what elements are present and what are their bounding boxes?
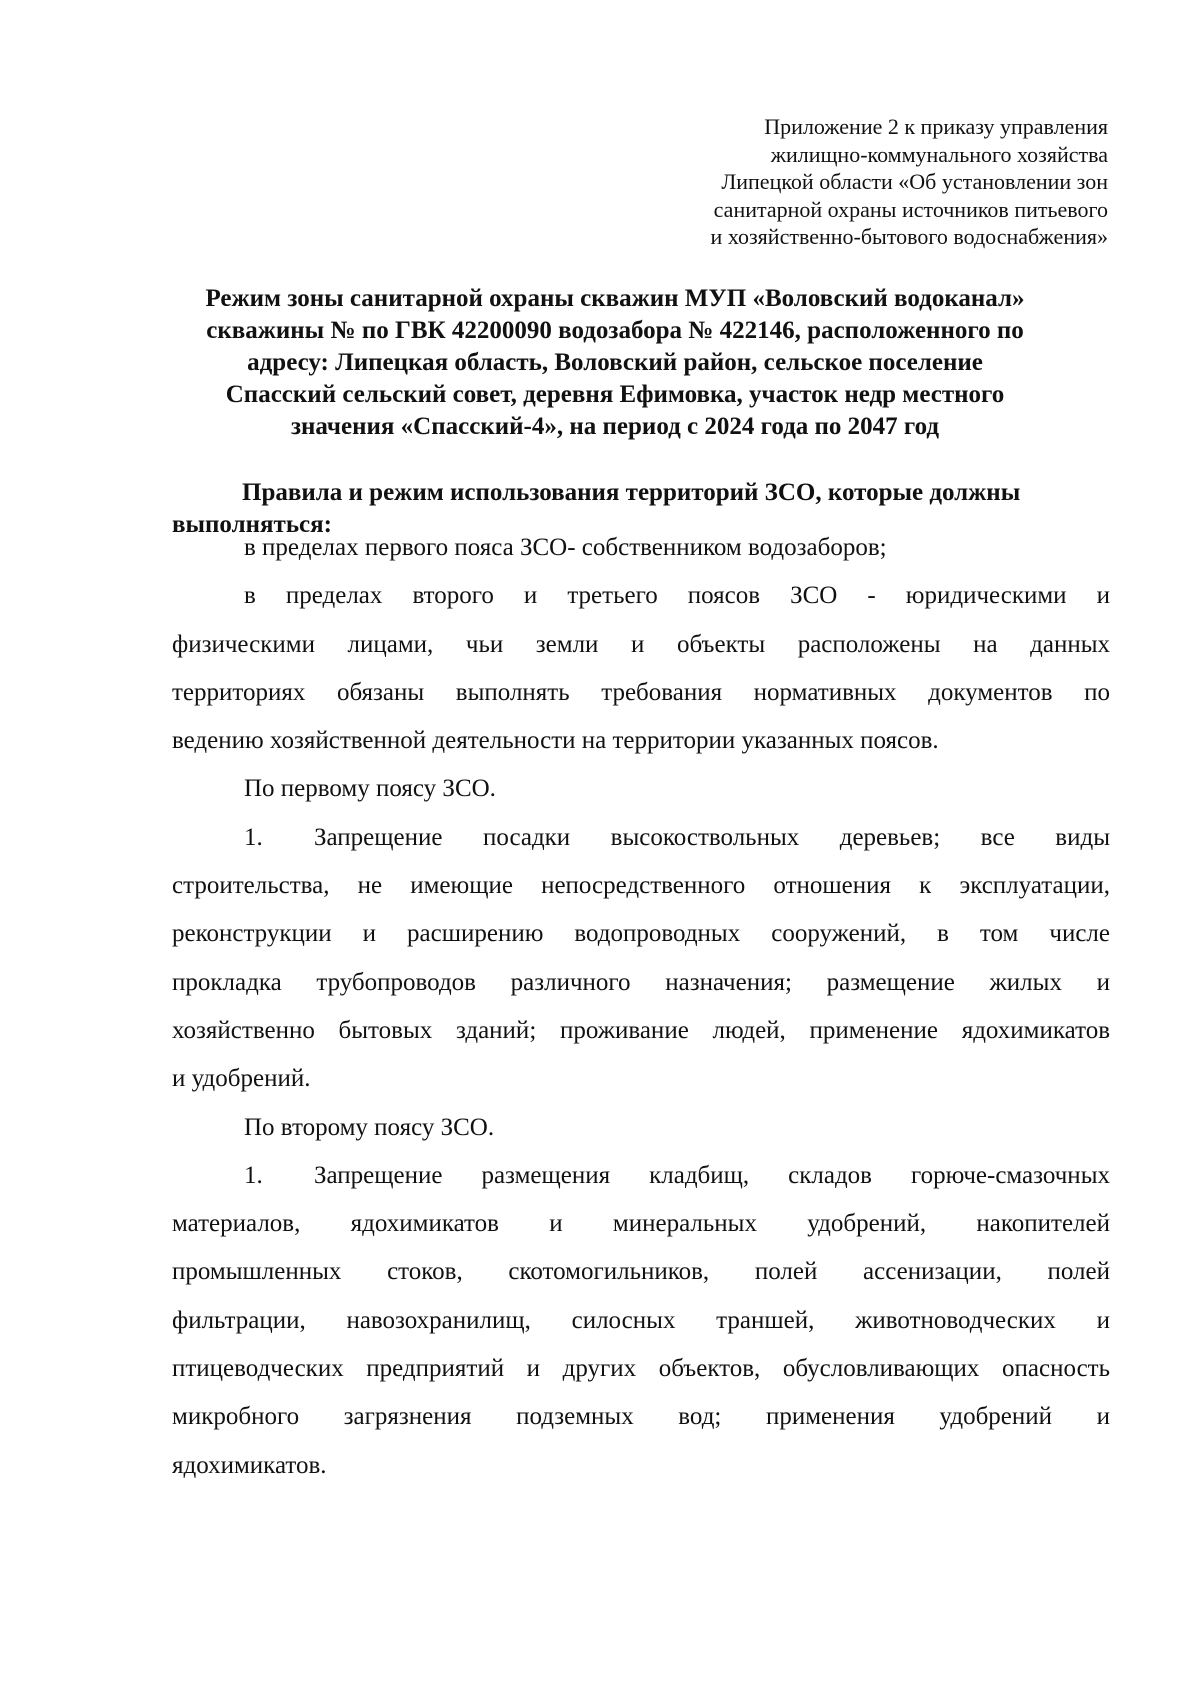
zone1-item-line: прокладка трубопроводов различного назначения; размещение жилых и bbox=[172, 968, 1110, 996]
zone1-item-line bbox=[172, 814, 1110, 862]
zone2-item-line bbox=[172, 1152, 1110, 1200]
appendix-line: Липецкой области «Об установлении зон bbox=[721, 169, 1108, 194]
zone2-item-line: фильтрации, навозохранилищ, силосных траншей, животноводческих и bbox=[172, 1306, 1110, 1334]
appendix-note bbox=[548, 113, 1108, 251]
paragraph-line: в пределах второго и третьего поясов ЗСО - юридическими и bbox=[244, 582, 1110, 610]
document-body bbox=[172, 524, 1110, 1490]
list-item-text: Запрещение посадки высокоствольных деревьев; все виды bbox=[314, 823, 1110, 851]
paragraph-line: территориях обязаны выполнять требования нормативных документов по bbox=[172, 678, 1110, 706]
zone1-item-line: хозяйственно бытовых зданий; проживание людей, применение ядохимикатов bbox=[172, 1016, 1110, 1044]
title-line: адресу: Липецкая область, Воловский район, сельское поселение bbox=[247, 349, 983, 376]
zone2-item-line: материалов, ядохимикатов и минеральных удобрений, накопителей bbox=[172, 1210, 1110, 1238]
section-heading-line: выполняться: bbox=[172, 511, 332, 538]
zone2-item-line: микробного загрязнения подземных вод; применения удобрений и bbox=[172, 1403, 1110, 1431]
zone2-item-line: промышленных стоков, скотомогильников, полей ассенизации, полей bbox=[172, 1258, 1110, 1286]
appendix-line: Приложение 2 к приказу управления bbox=[764, 114, 1108, 139]
document-title bbox=[140, 283, 1090, 443]
paragraph-first-zone-owner: в пределах первого пояса ЗСО- собственником водозаборов; bbox=[244, 534, 887, 561]
zone1-item-line: строительства, не имеющие непосредственного отношения к эксплуатации, bbox=[172, 872, 1110, 900]
zone1-heading: По первому поясу ЗСО. bbox=[244, 775, 496, 803]
list-item-text: Запрещение размещения кладбищ, складов горюче-смазочных bbox=[314, 1161, 1110, 1189]
zone2-item-line: птицеводческих предприятий и других объектов, обусловливающих опасность bbox=[172, 1355, 1110, 1383]
section-heading-line: Правила и режим использования территорий ЗСО, которые должны bbox=[242, 479, 1021, 506]
zone1-item-line: реконструкции и расширению водопроводных сооружений, в том числе bbox=[172, 920, 1110, 948]
appendix-line: санитарной охраны источников питьевого bbox=[713, 196, 1108, 222]
title-line: Спасский сельский совет, деревня Ефимовка, участок недр местного bbox=[225, 381, 1005, 408]
list-number: 1. bbox=[244, 1161, 263, 1189]
appendix-line: жилищно-коммунального хозяйства bbox=[770, 141, 1108, 167]
title-line: скважины № по ГВК 42200090 водозабора № 422146, расположенного по bbox=[206, 317, 1024, 344]
zone2-heading: По второму поясу ЗСО. bbox=[244, 1113, 495, 1141]
appendix-line: и хозяйственно-бытового водоснабжения» bbox=[710, 224, 1108, 249]
title-line: Режим зоны санитарной охраны скважин МУП «Воловский водоканал» bbox=[205, 285, 1025, 312]
list-number: 1. bbox=[244, 823, 263, 851]
title-line: значения «Спасский-4», на период с 2024 года по 2047 год bbox=[290, 413, 940, 440]
paragraph-line: ведению хозяйственной деятельности на территории указанных поясов. bbox=[172, 727, 939, 755]
zone2-item-line: ядохимикатов. bbox=[172, 1451, 327, 1479]
paragraph-line: физическими лицами, чьи земли и объекты расположены на данных bbox=[172, 630, 1110, 658]
zone1-item-line: и удобрений. bbox=[172, 1065, 311, 1093]
